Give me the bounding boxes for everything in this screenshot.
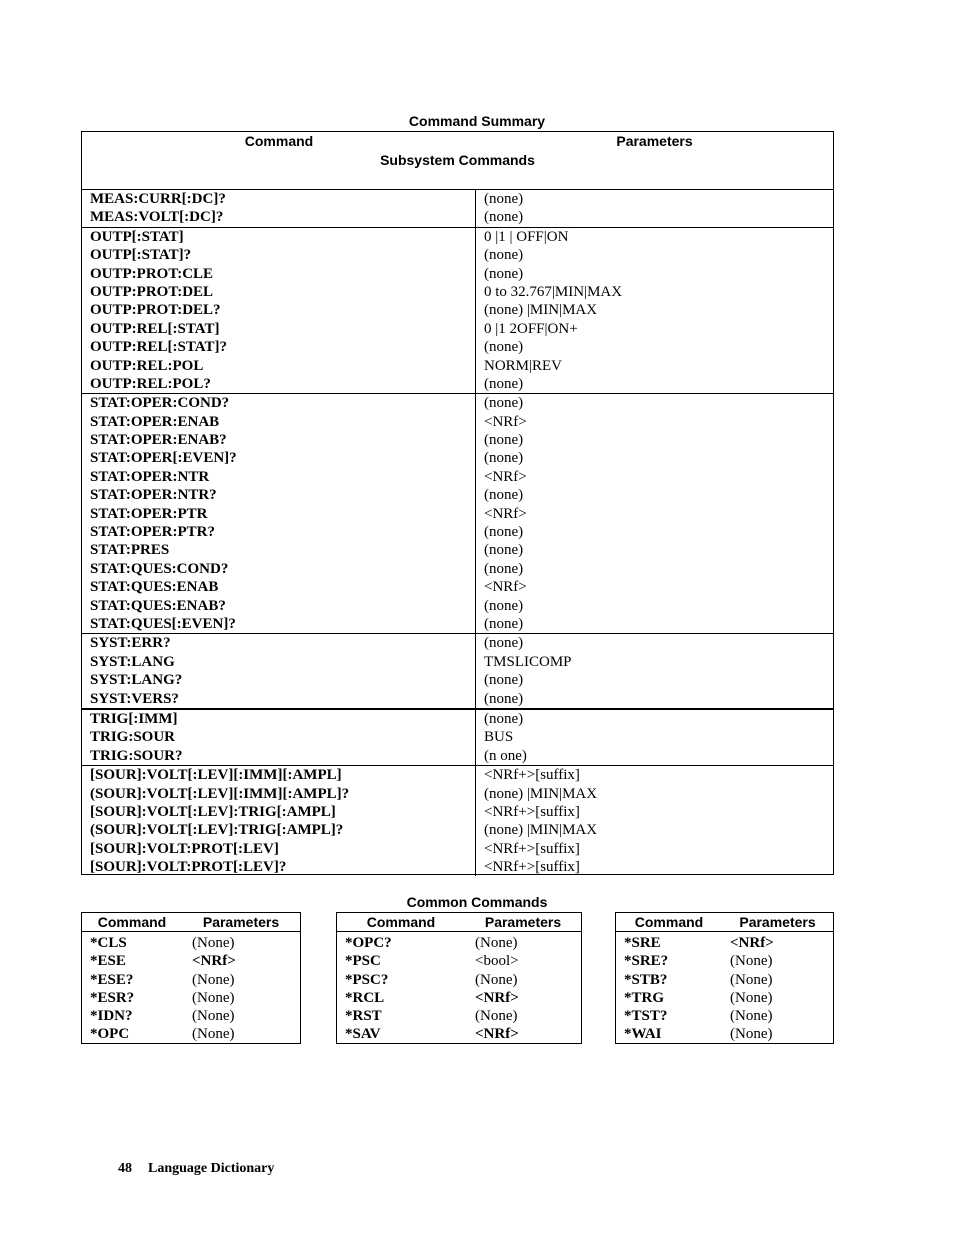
command-cell: *OPC bbox=[90, 1026, 130, 1043]
parameters-column bbox=[476, 228, 833, 394]
parameter-cell: (n one) bbox=[484, 747, 527, 764]
parameter-cell: 0 |1 | OFF|ON bbox=[484, 228, 569, 245]
command-column bbox=[82, 710, 476, 765]
command-cell: SYST:LANG? bbox=[90, 672, 183, 689]
common-commands-title: Common Commands bbox=[406, 894, 548, 910]
command-cell: [SOUR]:VOLT[:LEV]:TRIG[:AMPL] bbox=[90, 803, 336, 820]
command-cell: SYST:LANG bbox=[90, 653, 175, 670]
command-group bbox=[82, 228, 833, 395]
command-group bbox=[82, 190, 833, 228]
parameter-cell: <NRf+>[suffix] bbox=[484, 859, 580, 876]
parameter-cell: (none) |MIN|MAX bbox=[484, 302, 598, 319]
common-command-row bbox=[82, 989, 300, 1007]
command-cell: *TST? bbox=[624, 1008, 668, 1025]
parameters-column bbox=[476, 634, 833, 708]
parameter-cell: (none) bbox=[484, 672, 524, 689]
parameter-cell: (none) bbox=[484, 635, 524, 652]
command-cell: *OPC? bbox=[345, 935, 392, 951]
common-command-row bbox=[616, 1007, 833, 1025]
command-group bbox=[82, 766, 833, 876]
page-number: 48 bbox=[118, 1161, 132, 1176]
command-cell: STAT:OPER:ENAB bbox=[90, 413, 220, 430]
command-cell: *ESE bbox=[90, 953, 126, 970]
parameter-cell: (none) bbox=[484, 339, 524, 356]
command-column bbox=[82, 634, 476, 708]
command-cell: *TRG bbox=[624, 989, 665, 1006]
column-header-parameters: Parameters bbox=[616, 133, 693, 149]
parameter-cell: (none) bbox=[484, 560, 524, 577]
command-cell: *ESE? bbox=[90, 971, 134, 988]
parameter-cell: (None) bbox=[475, 1008, 518, 1025]
command-cell: *RST bbox=[345, 1008, 382, 1025]
command-cell: MEAS:VOLT[:DC]? bbox=[90, 209, 224, 226]
command-cell: STAT:OPER[:EVEN]? bbox=[90, 450, 237, 467]
parameter-cell: (none) bbox=[484, 247, 524, 264]
command-cell: *SAV bbox=[345, 1026, 381, 1043]
parameter-cell: <NRf> bbox=[730, 935, 774, 951]
parameter-cell: 0 to 32.767|MIN|MAX bbox=[484, 283, 623, 300]
common-commands-table-1 bbox=[81, 912, 301, 1044]
parameter-cell: <NRf+>[suffix] bbox=[484, 767, 580, 784]
common-command-row bbox=[82, 1025, 300, 1043]
parameter-cell: (None) bbox=[192, 1008, 235, 1025]
parameter-cell: <NRf> bbox=[484, 579, 527, 596]
common-commands-table-2 bbox=[336, 912, 582, 1044]
common-command-row bbox=[82, 971, 300, 989]
command-cell: *PSC bbox=[345, 953, 381, 970]
parameter-cell: (none) bbox=[484, 615, 524, 632]
command-cell: STAT:QUES:ENAB? bbox=[90, 597, 226, 614]
column-header-command: Command bbox=[366, 914, 436, 930]
parameter-cell: (None) bbox=[730, 1026, 773, 1043]
common-command-row bbox=[616, 989, 833, 1007]
common-command-row bbox=[82, 1007, 300, 1025]
column-header-command: Command bbox=[97, 914, 167, 930]
command-cell: [SOUR]:VOLT:PROT[:LEV]? bbox=[90, 859, 287, 876]
column-header-parameters: Parameters bbox=[484, 914, 562, 930]
command-cell: STAT:OPER:PTR? bbox=[90, 524, 216, 541]
parameter-cell: BUS bbox=[484, 729, 514, 746]
command-group bbox=[82, 634, 833, 710]
command-cell: STAT:OPER:COND? bbox=[90, 395, 230, 412]
common-command-row bbox=[337, 971, 581, 989]
parameter-cell: (none) bbox=[484, 524, 524, 541]
command-column bbox=[82, 394, 476, 633]
command-cell: OUTP[:STAT] bbox=[90, 228, 184, 245]
parameter-cell: <NRf> bbox=[192, 953, 236, 970]
table-header bbox=[82, 132, 833, 190]
common-command-row bbox=[616, 934, 833, 952]
page-footer bbox=[118, 1161, 290, 1177]
parameter-cell: (None) bbox=[730, 1008, 773, 1025]
common-command-row bbox=[616, 1025, 833, 1043]
parameters-column bbox=[476, 766, 833, 876]
command-summary-title: Command Summary bbox=[408, 113, 546, 129]
command-cell: STAT:PRES bbox=[90, 542, 170, 559]
command-cell: STAT:OPER:NTR bbox=[90, 468, 210, 485]
parameter-cell: (none) bbox=[484, 542, 524, 559]
parameter-cell: (None) bbox=[475, 935, 518, 951]
parameter-cell: (None) bbox=[730, 989, 773, 1006]
column-header-parameters: Parameters bbox=[202, 914, 280, 930]
command-cell: STAT:OPER:ENAB? bbox=[90, 432, 227, 449]
parameter-cell: (none) bbox=[484, 432, 524, 449]
command-cell: OUTP:REL[:STAT]? bbox=[90, 339, 227, 356]
command-cell: STAT:OPER:NTR? bbox=[90, 487, 217, 504]
parameter-cell: <NRf> bbox=[484, 413, 527, 430]
common-command-row bbox=[337, 1025, 581, 1043]
parameter-cell: (None) bbox=[192, 935, 235, 951]
command-cell: STAT:QUES:ENAB bbox=[90, 579, 219, 596]
parameter-cell: (none) |MIN|MAX bbox=[484, 785, 598, 802]
parameter-cell: (none) bbox=[484, 265, 524, 282]
command-cell: SYST:VERS? bbox=[90, 690, 179, 707]
parameter-cell: (none) bbox=[484, 209, 524, 226]
parameter-cell: (none) bbox=[484, 487, 524, 504]
parameter-cell: <bool> bbox=[475, 953, 519, 970]
command-cell: (SOUR]:VOLT[:LEV]:TRIG[:AMPL]? bbox=[90, 822, 344, 839]
command-cell: STAT:QUES:COND? bbox=[90, 560, 229, 577]
common-command-row bbox=[337, 952, 581, 970]
command-cell: STAT:OPER:PTR bbox=[90, 505, 208, 522]
command-cell: *SRE? bbox=[624, 953, 669, 970]
parameters-column bbox=[476, 190, 833, 227]
command-cell: *WAI bbox=[624, 1026, 662, 1043]
command-cell: [SOUR]:VOLT[:LEV][:IMM][:AMPL] bbox=[90, 767, 342, 784]
command-cell: TRIG[:IMM] bbox=[90, 710, 178, 727]
parameter-cell: (none) bbox=[484, 375, 524, 392]
common-commands-table-3 bbox=[615, 912, 834, 1044]
command-cell: *ESR? bbox=[90, 989, 135, 1006]
parameter-cell: TMSLICOMP bbox=[484, 653, 572, 670]
parameter-cell: (none) bbox=[484, 710, 524, 727]
parameter-cell: (None) bbox=[192, 1026, 235, 1043]
command-cell: *IDN? bbox=[90, 1008, 133, 1025]
parameter-cell: 0 |1 2OFF|ON+ bbox=[484, 320, 578, 337]
common-command-row bbox=[616, 971, 833, 989]
command-cell: (SOUR]:VOLT[:LEV][:IMM][:AMPL]? bbox=[90, 785, 350, 802]
parameter-cell: (None) bbox=[192, 989, 235, 1006]
parameter-cell: (None) bbox=[730, 953, 773, 970]
parameter-cell: (none) bbox=[484, 597, 524, 614]
common-table-header bbox=[337, 913, 581, 932]
parameter-cell: NORM|REV bbox=[484, 357, 563, 374]
command-group bbox=[82, 710, 833, 766]
command-cell: OUTP:REL:POL bbox=[90, 357, 204, 374]
command-cell: STAT:QUES[:EVEN]? bbox=[90, 615, 236, 632]
command-column bbox=[82, 766, 476, 876]
command-cell: TRIG:SOUR? bbox=[90, 747, 183, 764]
command-cell: [SOUR]:VOLT:PROT[:LEV] bbox=[90, 840, 279, 857]
parameter-cell: (None) bbox=[192, 971, 235, 988]
command-cell: OUTP[:STAT]? bbox=[90, 247, 192, 264]
command-group bbox=[82, 394, 833, 634]
subsystem-commands-heading: Subsystem Commands bbox=[380, 152, 535, 168]
parameter-cell: <NRf> bbox=[475, 989, 519, 1006]
common-command-row bbox=[337, 934, 581, 952]
command-cell: *RCL bbox=[345, 989, 385, 1006]
common-command-row bbox=[82, 952, 300, 970]
common-command-row bbox=[337, 989, 581, 1007]
parameter-cell: (None) bbox=[730, 971, 773, 988]
common-table-header bbox=[82, 913, 300, 932]
command-cell: SYST:ERR? bbox=[90, 635, 171, 652]
command-cell: OUTP:REL[:STAT] bbox=[90, 320, 220, 337]
footer-section: Language Dictionary bbox=[148, 1161, 275, 1176]
command-cell: TRIG:SOUR bbox=[90, 729, 176, 746]
common-command-row bbox=[82, 934, 300, 952]
column-header-parameters: Parameters bbox=[739, 914, 816, 930]
parameter-cell: <NRf+>[suffix] bbox=[484, 840, 580, 857]
parameter-cell: <NRf> bbox=[484, 505, 527, 522]
parameters-column bbox=[476, 710, 833, 765]
parameter-cell: (none) |MIN|MAX bbox=[484, 822, 598, 839]
common-table-header bbox=[616, 913, 833, 932]
parameter-cell: (none) bbox=[484, 690, 524, 707]
common-command-row bbox=[337, 1007, 581, 1025]
command-cell: *PSC? bbox=[345, 971, 389, 988]
parameter-cell: <NRf+>[suffix] bbox=[484, 803, 580, 820]
command-cell: *STB? bbox=[624, 971, 668, 988]
command-cell: OUTP:PROT:DEL bbox=[90, 283, 214, 300]
parameter-cell: (None) bbox=[475, 971, 518, 988]
parameter-cell: (none) bbox=[484, 191, 524, 207]
parameters-column bbox=[476, 394, 833, 633]
column-header-command: Command bbox=[634, 914, 704, 930]
command-cell: *SRE bbox=[624, 935, 661, 951]
command-column bbox=[82, 190, 476, 227]
command-cell: OUTP:PROT:DEL? bbox=[90, 302, 221, 319]
command-cell: *CLS bbox=[90, 935, 127, 951]
command-groups bbox=[82, 190, 833, 876]
parameter-cell: (none) bbox=[484, 450, 524, 467]
parameter-cell: (none) bbox=[484, 395, 524, 412]
common-command-row bbox=[616, 952, 833, 970]
command-summary-table bbox=[81, 131, 834, 875]
command-cell: OUTP:PROT:CLE bbox=[90, 265, 214, 282]
parameter-cell: <NRf> bbox=[484, 468, 527, 485]
parameter-cell: <NRf> bbox=[475, 1026, 519, 1043]
column-header-command: Command bbox=[244, 133, 314, 149]
command-cell: OUTP:REL:POL? bbox=[90, 375, 211, 392]
command-column bbox=[82, 228, 476, 394]
command-cell: MEAS:CURR[:DC]? bbox=[90, 191, 226, 207]
